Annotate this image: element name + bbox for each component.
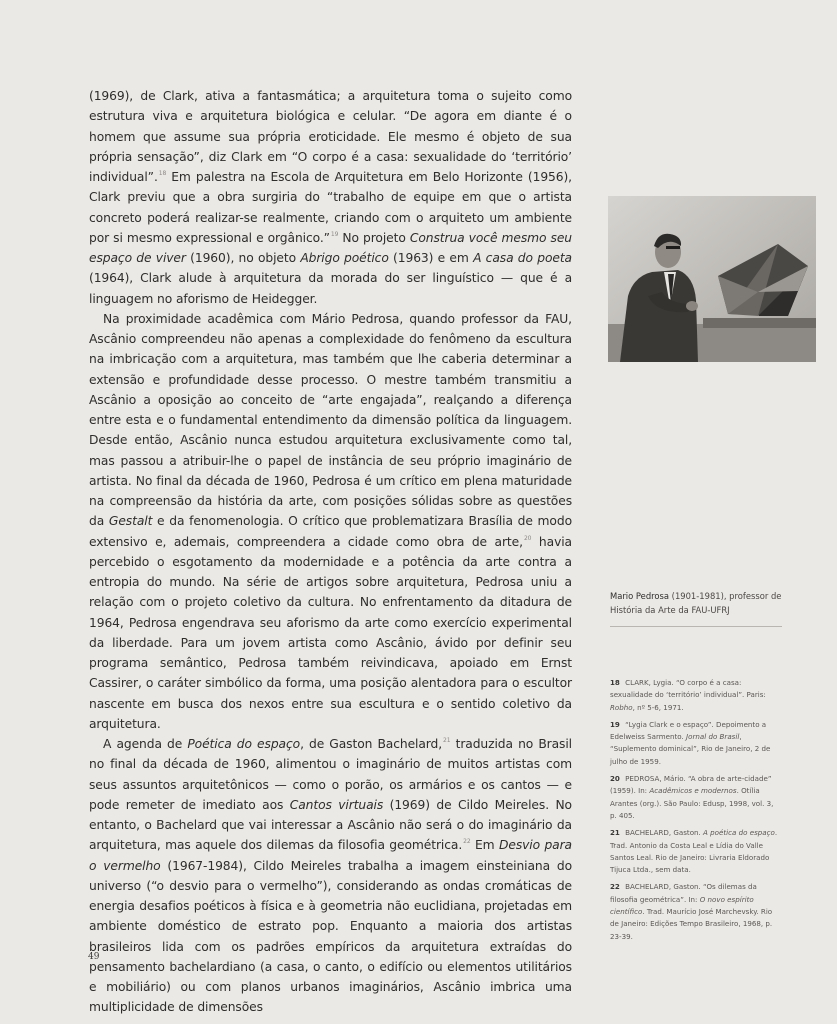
- footnote-text: PEDROSA, Mário. “A obra de arte-cidade” (1959). In:: [610, 774, 772, 796]
- text-run: havia percebido o esgotamento da modernidade e a potência da arte contra a entropia do mundo. Na série de artigos sobre arquitetura, Pedrosa uniu a relação com o projeto coletivo da cultura. No enfrentamento da ditadura de 1964, Pedrosa engendrava seu aforismo da arte como exercício experimental da liberdade. Para um jovem artista como Ascânio, ávido por definir seu programa semântico, Pedrosa também reivindicava, apoiado em Ernst Cassirer, o caráter simbólico da forma, uma posição alentadora para o escultor nascente em busca dos nexos entre sua escultura e o sentido coletivo da arquitetura.: [89, 534, 572, 731]
- text-run: Na proximidade acadêmica com Mário Pedrosa, quando professor da FAU, Ascânio compreendeu não apenas a complexidade do fenômeno da escultura na imbricação com a arquitetura, mas também que lhe caberia determinar a extensão e profundidade desse processo. O mestre também transmitiu a Ascânio a oposição ao conceito de “arte engajada”, realçando a diferença entre esta e o fundamental entendimento da dimensão política da linguagem. Desde então, Ascânio nunca estudou arquitetura exclusivamente como tal, mas passou a atribuir-lhe o papel de instância de seu próprio imaginário de artista. No final da década de 1960, Pedrosa é um crítico em plena maturidade na compreensão da história da arte, com posições sólidas sobre as questões da: [89, 311, 572, 529]
- footnote-ref[interactable]: 20: [523, 534, 532, 542]
- footnote-number: 19: [610, 719, 620, 729]
- text-run: Em: [470, 838, 499, 853]
- footnote-ref[interactable]: 21: [443, 737, 451, 744]
- work-title: Abrigo poético: [300, 251, 389, 265]
- text-run: Em palestra na Escola de Arquitetura em Belo Horizonte (1956), Clark previu que a obra surgiria do “trabalho de equipe em que o artista concreto poderá realizar-se realmente, criando com o arquiteto um ambiente por si mesmo expressional e orgânico.”: [89, 170, 572, 245]
- footnote-title: Acadêmicos e modernos: [649, 786, 737, 796]
- paragraph: [89, 309, 572, 734]
- text-run: No projeto: [338, 230, 410, 245]
- work-title: Desvio para o vermelho: [89, 838, 572, 873]
- photo-illustration: [608, 196, 816, 362]
- work-title: Poética do espaço: [187, 737, 301, 751]
- divider: [610, 626, 782, 627]
- footnote-text: BACHELARD, Gaston. “Os dilemas da filosofia geométrica”. In:: [610, 882, 757, 904]
- page-number: 49: [88, 952, 100, 962]
- footnote-title: Jornal do Brasil: [686, 732, 740, 742]
- footnote: [610, 719, 782, 768]
- footnote: [610, 677, 782, 714]
- footnote: [610, 773, 782, 822]
- photo-caption: [610, 590, 782, 617]
- body-text: [89, 86, 572, 1018]
- footnote-ref[interactable]: 22: [463, 838, 471, 846]
- photo-mario-pedrosa: [608, 196, 816, 362]
- footnote-text: . Otília Arantes (org.). São Paulo: Edusp, 1998, vol. 3, p. 405.: [610, 786, 774, 820]
- text-run: A agenda de: [103, 737, 188, 751]
- footnote: [610, 881, 782, 942]
- paragraph: [89, 86, 572, 309]
- footnote-text: CLARK, Lygia. “O corpo é a casa: sexualidade do ‘território’ individual”. Paris:: [610, 678, 766, 700]
- caption-text: (1901-1981), professor de História da Arte da FAU-UFRJ: [610, 591, 782, 615]
- footnote: [610, 827, 782, 876]
- text-run: (1963) e em: [388, 251, 474, 265]
- work-title: Cantos virtuais: [289, 797, 384, 812]
- footnote-text: , nº 5-6, 1971.: [632, 702, 684, 712]
- footnote-text: “Lygia Clark e o espaço”. Depoimento a Edelweiss Sarmento.: [610, 719, 767, 742]
- text-run: (1960), no objeto: [185, 251, 301, 265]
- footnote-number: 21: [610, 828, 620, 838]
- footnotes: [610, 677, 782, 948]
- footnote-number: 22: [610, 882, 620, 892]
- text-run: (1967-1984), Cildo Meireles trabalha a imagem einsteiniana do universo (“o desvio para o vermelho”), considerando as ondas cromáticas de energia desafios poéticos à física e à geometria não euclidiana, projetadas em ambiente doméstico de estrato pop. Enquanto a maioria dos artistas brasileiros lida com os padrões empíricos da arquitetura extraídas do pensamento bachelardiano (a casa, o canto, o edifício ou elementos utilitários e mobiliário) ou com planos urbanos imaginários, Ascânio imbrica uma multiplicidade de dimensões: [89, 858, 572, 1015]
- work-title: A casa do poeta: [473, 251, 572, 265]
- footnote-ref[interactable]: 18: [158, 170, 167, 177]
- paragraph: [89, 734, 572, 1018]
- footnote-title: A poética do espaço: [703, 828, 775, 838]
- footnote-title: O novo espírito científico: [610, 894, 754, 917]
- footnote-text: BACHELARD, Gaston.: [625, 828, 704, 838]
- footnote-number: 18: [610, 678, 620, 687]
- caption-name: Mario Pedrosa: [610, 591, 670, 601]
- text-run: e da fenomenologia. O crítico que problematizara Brasília de modo extensivo e, ademais, compreendera a cidade como obra de arte,: [89, 514, 572, 549]
- footnote-text: . Trad. Maurício José Marchevsky. Rio de Janeiro: Edições Tempo Brasileiro, 1968, p. 23-39.: [610, 907, 773, 941]
- text-run: (1969) de Cildo Meireles. No entanto, o Bachelard que vai interessar a Ascânio não será o do imaginário da arquitetura, mas aquele dos dilemas da filosofia geométrica.: [89, 797, 572, 853]
- footnote-number: 20: [610, 774, 620, 784]
- footnote-text: . Trad. Antonio da Costa Leal e Lídia do Valle Santos Leal. Rio de Janeiro: Livraria Eldorado Tijuca Ltda., sem data.: [610, 828, 778, 875]
- footnote-title: Robho: [610, 702, 633, 712]
- work-title: Construa você mesmo seu espaço de viver: [89, 230, 572, 265]
- text-run: (1969), de Clark, ativa a fantasmática; a arquitetura toma o sujeito como estrutura viva e arquitetura biológica e celular. “De agora em diante é o homem que assume sua própria eroticidade. Ele mesmo é objeto de sua própria sensação”, diz Clark em “O corpo é a casa: sexualidade do ‘território’ individual”.: [89, 89, 572, 184]
- term: Gestalt: [108, 514, 153, 529]
- text-run: , de Gaston Bachelard,: [300, 737, 443, 751]
- text-run: (1964), Clark alude à arquitetura da morada do ser linguístico — que é a linguagem no aforismo de Heidegger.: [89, 271, 572, 306]
- footnote-ref[interactable]: 19: [330, 230, 339, 238]
- text-run: traduzida no Brasil no final da década de 1960, alimentou o imaginário de muitos artistas com seus assuntos arquitetônicos — como o porão, os armários e os cantos — e pode remeter de imediato aos: [89, 737, 572, 812]
- footnote-text: , “Suplemento dominical”, Rio de Janeiro, 2 de julho de 1959.: [610, 732, 771, 766]
